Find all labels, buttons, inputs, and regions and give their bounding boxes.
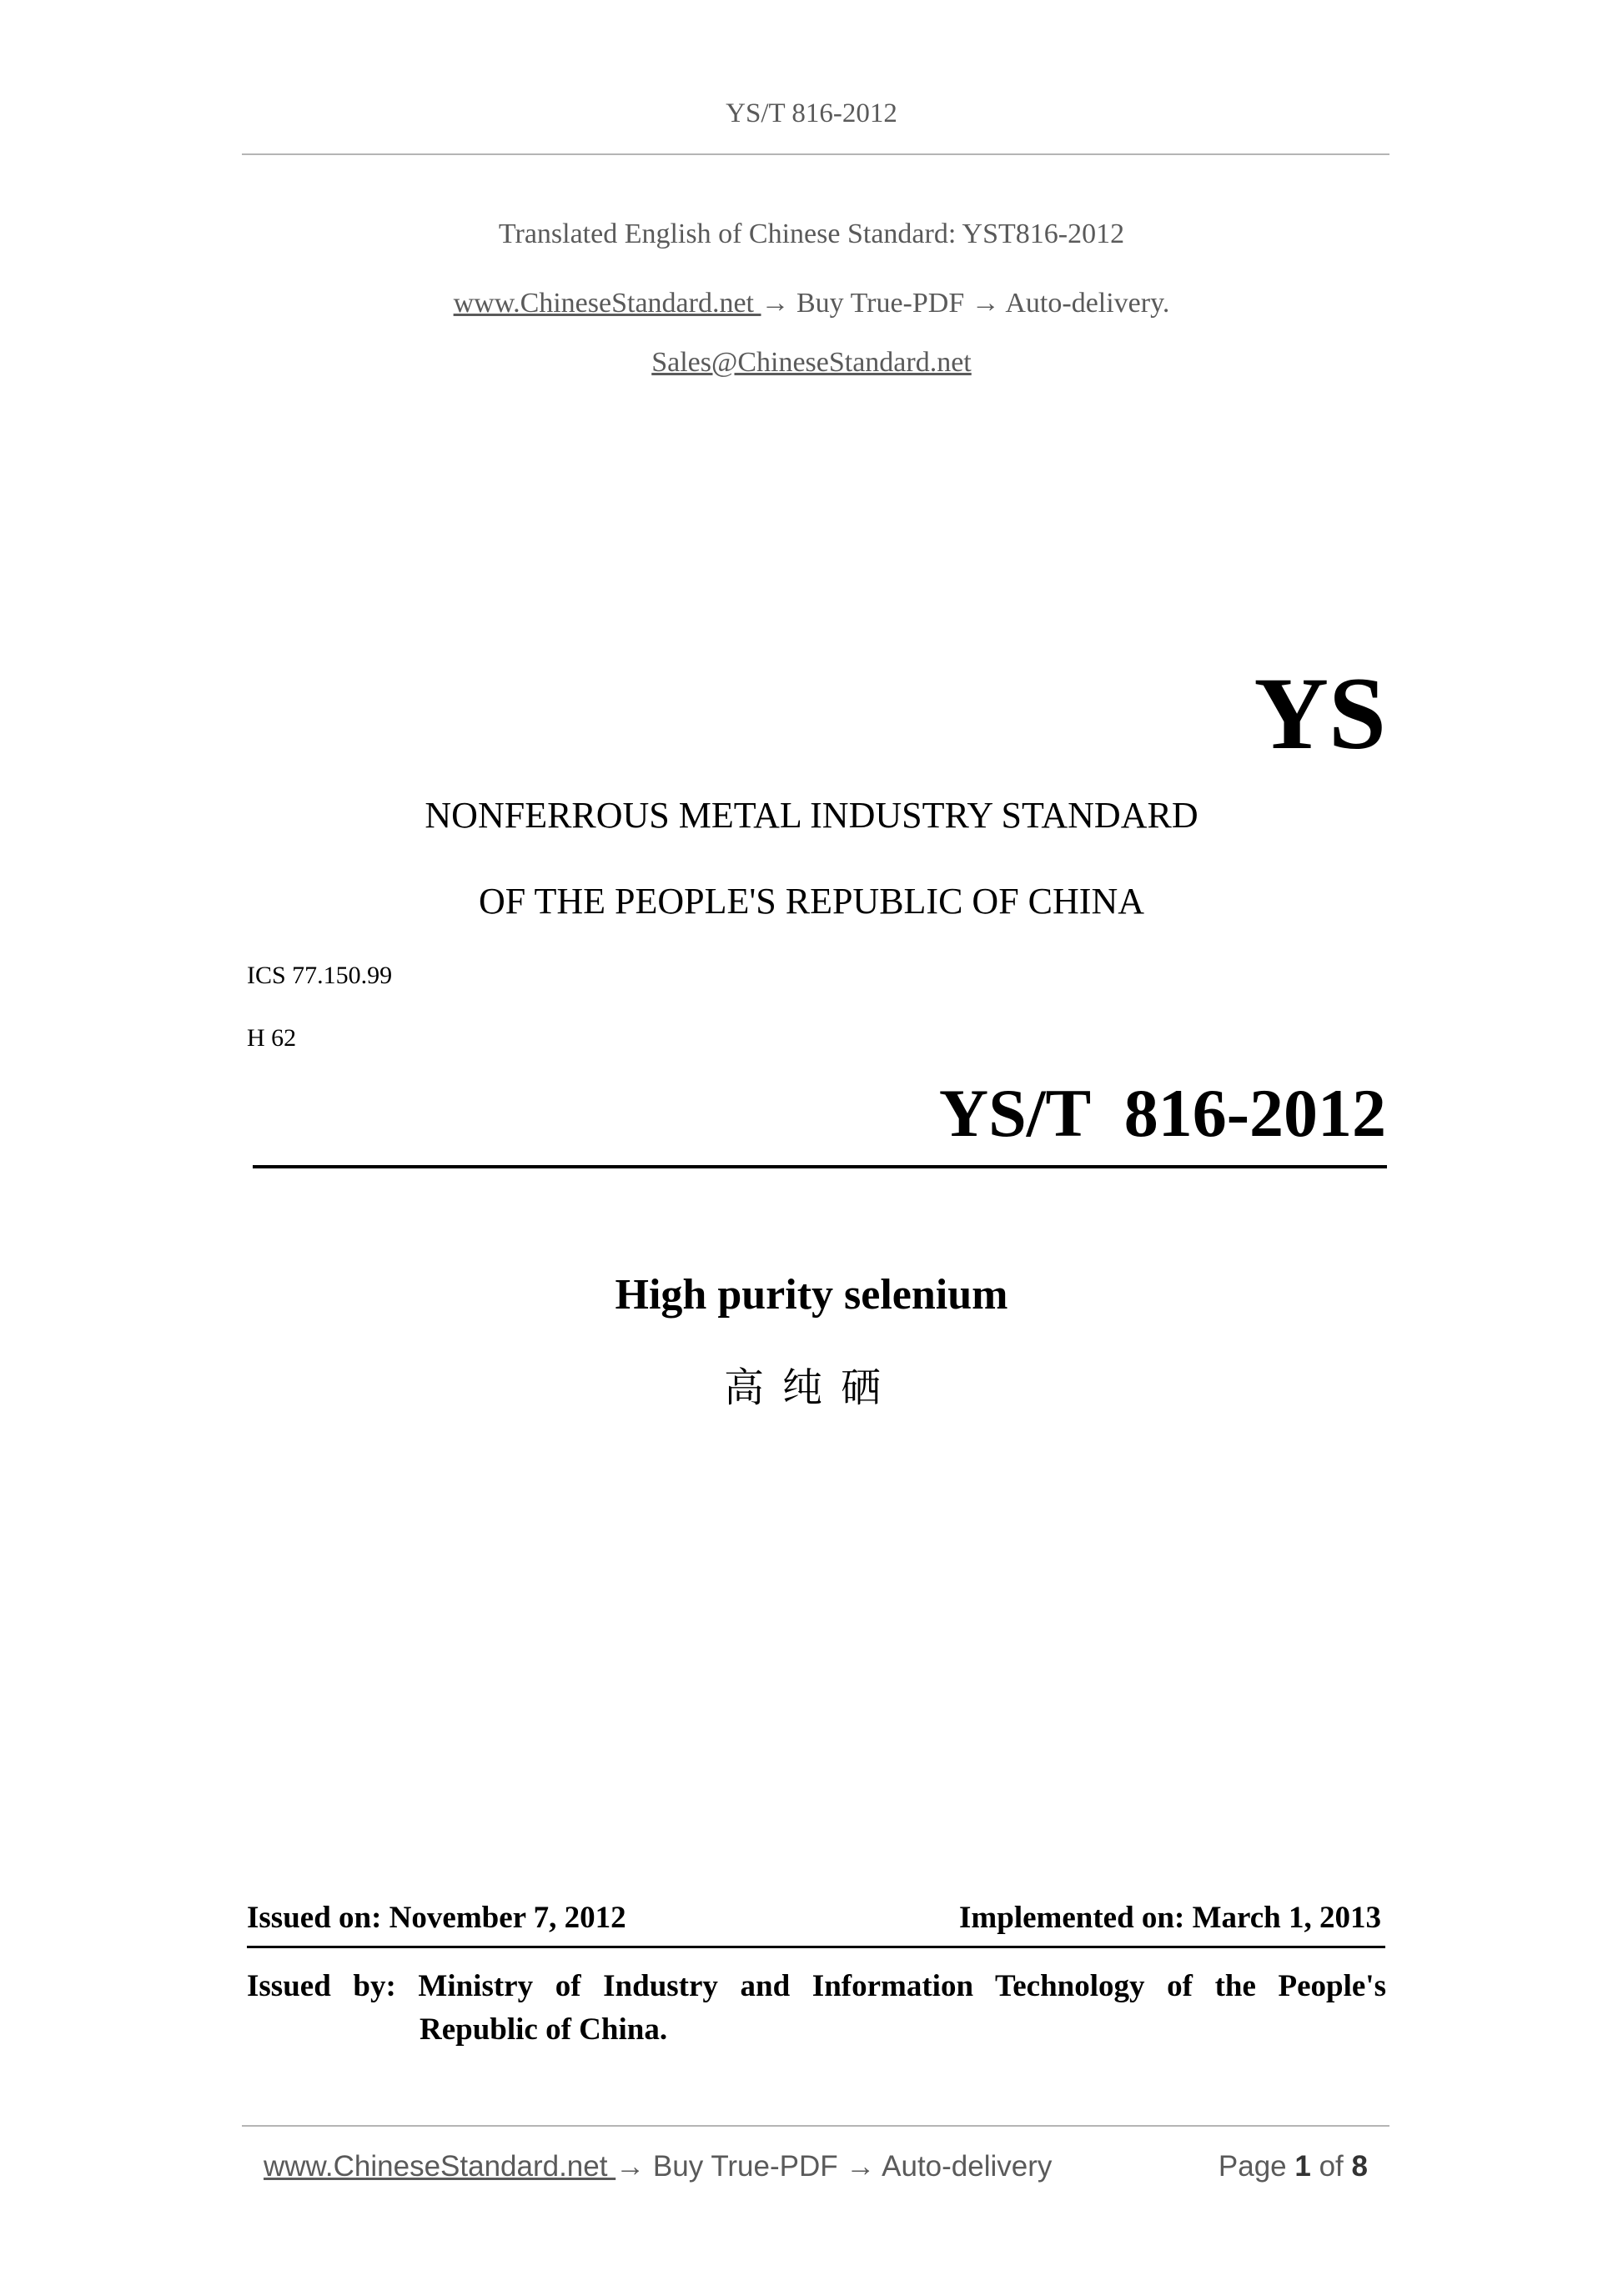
footer-promo — [264, 2150, 1052, 2183]
arrow-right-icon: → — [616, 2150, 646, 2183]
running-header: YS/T 816-2012 — [726, 98, 897, 128]
arrow-right-icon: → — [971, 288, 1000, 319]
page-of: of — [1319, 2150, 1344, 2183]
standard-number-divider — [253, 1165, 1387, 1168]
page-current: 1 — [1294, 2150, 1311, 2183]
arrow-right-icon: → — [846, 2150, 876, 2183]
translated-notice: Translated English of Chinese Standard: YST816-2012 — [498, 219, 1125, 249]
delivery-text: Auto-delivery. — [999, 288, 1170, 319]
site-link[interactable]: www.ChineseStandard.net — [453, 288, 761, 319]
industry-title-line2: OF THE PEOPLE'S REPUBLIC OF CHINA — [479, 881, 1144, 922]
page-indicator — [1168, 2150, 1368, 2183]
standard-code: YS — [1254, 656, 1386, 771]
issued-on-date: Issued on: November 7, 2012 — [247, 1901, 626, 1935]
arrow-right-icon: → — [761, 288, 790, 319]
page-total: 8 — [1351, 2150, 1368, 2183]
title-chinese: 高纯硒 — [723, 1364, 899, 1411]
sales-line — [0, 347, 1623, 379]
footer-site-link[interactable]: www.ChineseStandard.net — [264, 2150, 616, 2183]
issued-by-line1: Issued by: Ministry of Industry and Information Technology of the People's — [247, 1969, 1386, 2003]
ics-code: ICS 77.150.99 — [247, 962, 393, 989]
issued-by-line2: Republic of China. — [420, 2012, 668, 2047]
implemented-on-date: Implemented on: March 1, 2013 — [959, 1901, 1381, 1935]
standard-number: YS/T 816-2012 — [938, 1075, 1386, 1151]
promo-line — [0, 288, 1623, 319]
footer-buy-text: Buy True-PDF — [645, 2150, 847, 2183]
issue-divider — [247, 1946, 1385, 1948]
header-divider — [242, 153, 1389, 155]
footer-delivery-text: Auto-delivery — [875, 2150, 1053, 2183]
page-label: Page — [1218, 2150, 1287, 2183]
title-english: High purity selenium — [615, 1271, 1008, 1319]
footer-divider — [242, 2125, 1389, 2127]
buy-text: Buy True-PDF — [789, 288, 972, 319]
ccs-code: H 62 — [247, 1024, 297, 1052]
sales-email-link[interactable]: Sales@ChineseStandard.net — [651, 347, 972, 378]
industry-title-line1: NONFERROUS METAL INDUSTRY STANDARD — [425, 795, 1198, 836]
